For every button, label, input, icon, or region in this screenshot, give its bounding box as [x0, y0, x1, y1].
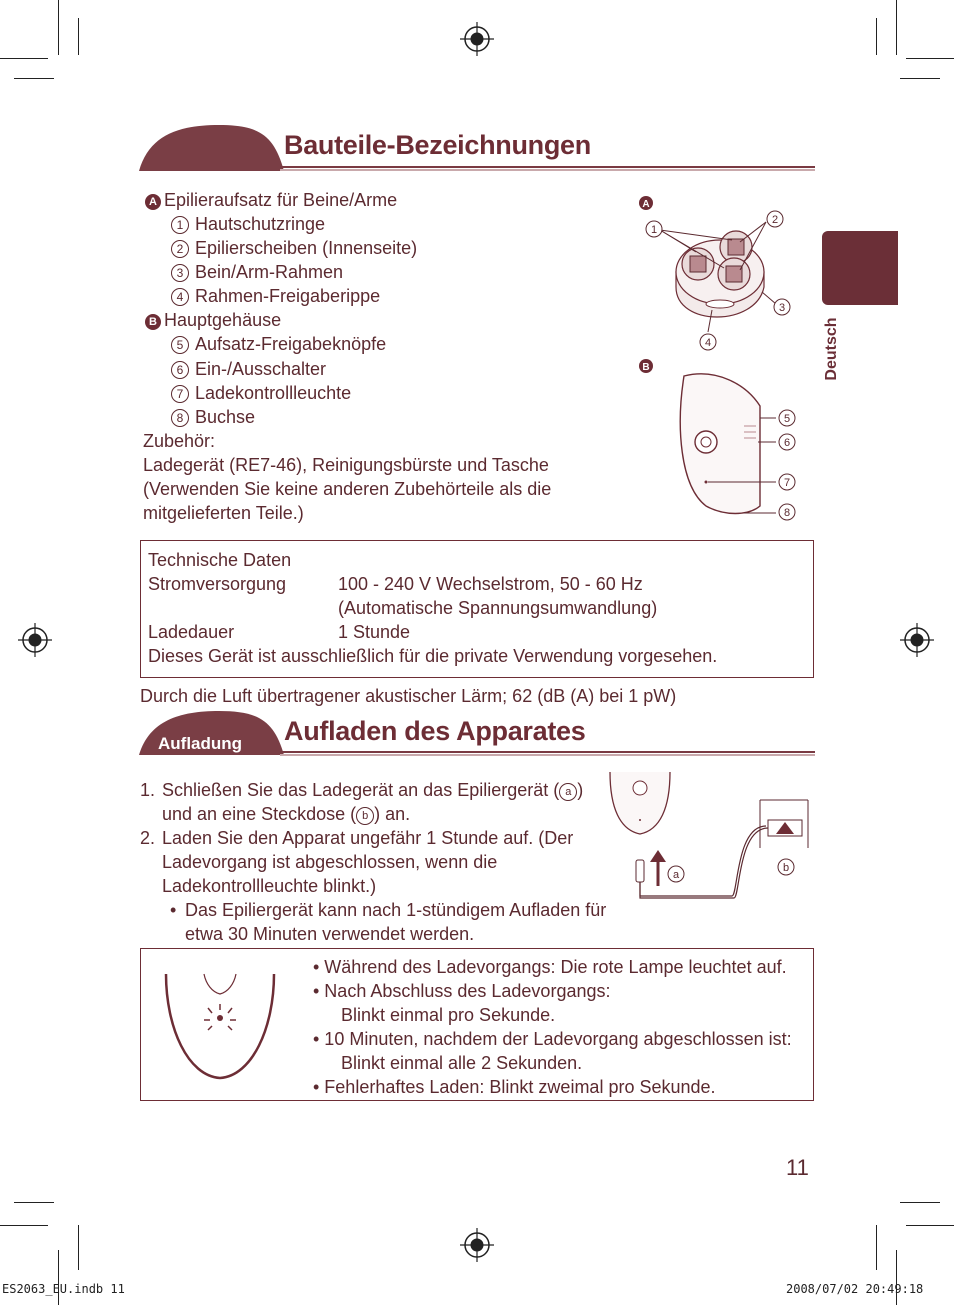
- sub-bullet-line: Das Epiliergerät kann nach 1-stündigem Aufladen für: [185, 900, 607, 920]
- accessories-line: (Verwenden Sie keine anderen Zubehörteile als die: [143, 479, 552, 499]
- sub-bullet: •: [170, 900, 177, 920]
- accessories-line: mitgelieferten Teile.): [143, 503, 304, 523]
- registration-mark-icon: [900, 623, 934, 657]
- accessories-line: Ladegerät (RE7-46), Reinigungsbürste und Tasche: [143, 455, 549, 475]
- crop-mark: [78, 1225, 79, 1270]
- crop-mark: [58, 1250, 59, 1305]
- crop-mark: [900, 1202, 940, 1203]
- status-line: Blinkt einmal pro Sekunde.: [341, 1005, 556, 1025]
- section-tab-label: Aufladung: [158, 734, 243, 753]
- specs-charge-label: Ladedauer: [148, 622, 235, 642]
- status-line: • Während des Ladevorgangs: Die rote Lampe leuchtet auf.: [313, 957, 787, 977]
- part-group-a: [145, 188, 397, 212]
- section-divider: [280, 751, 815, 753]
- indicator-lamp-illustration: [160, 968, 280, 1084]
- status-line: • 10 Minuten, nachdem der Ladevorgang abgeschlossen ist:: [313, 1029, 792, 1049]
- callout-5: 5: [783, 413, 791, 425]
- specs-charge-value: 1 Stunde: [338, 622, 411, 642]
- badge-b: B: [145, 314, 161, 330]
- badge-a: A: [145, 194, 161, 210]
- callout-4: 4: [704, 337, 712, 349]
- specs-power-label: Stromversorgung: [148, 574, 287, 594]
- accessories-title: Zubehör:: [143, 431, 216, 451]
- part-group-a-label: Epilieraufsatz für Beine/Arme: [164, 190, 398, 210]
- illus-badge-b: B: [642, 362, 650, 373]
- callout-8: 8: [783, 507, 791, 519]
- section-title-parts: Bauteile-Bezeichnungen: [284, 130, 591, 160]
- crop-mark: [906, 1225, 954, 1226]
- specs-title: Technische Daten: [148, 550, 292, 570]
- main-body-illustration: [636, 356, 806, 524]
- crop-mark: [78, 18, 79, 55]
- crop-mark: [0, 1225, 48, 1226]
- crop-mark: [896, 0, 897, 55]
- crop-mark: [0, 58, 48, 59]
- section-divider-shadow: [280, 169, 815, 171]
- footer-timestamp: 2008/07/02 20:49:18: [786, 1282, 924, 1296]
- sub-bullet-line: etwa 30 Minuten verwendet werden.: [185, 924, 475, 944]
- part-item: 6 Ein-/Ausschalter: [171, 357, 326, 381]
- status-line: • Fehlerhaftes Laden: Blinkt zweimal pro Sekunde.: [313, 1077, 716, 1097]
- crop-mark: [900, 78, 940, 79]
- part-group-b: [145, 308, 281, 332]
- step-number: 1.: [140, 780, 156, 800]
- noise-note: Durch die Luft übertragener akustischer Lärm; 62 (dB (A) bei 1 pW): [140, 686, 677, 706]
- registration-mark-icon: [460, 22, 494, 56]
- side-tab-label: Deutsch: [823, 317, 840, 381]
- part-item: 8 Buchse: [171, 405, 255, 429]
- part-item: 7 Ladekontrollleuchte: [171, 381, 351, 405]
- callout-6: 6: [783, 437, 791, 449]
- status-line: • Nach Abschluss des Ladevorgangs:: [313, 981, 611, 1001]
- symbol-a: a: [559, 783, 577, 801]
- part-item: 4 Rahmen-Freigaberippe: [171, 284, 380, 308]
- symbol-b: b: [356, 807, 374, 825]
- part-item: 1 Hautschutzringe: [171, 212, 325, 236]
- crop-mark: [14, 1202, 54, 1203]
- step-2-line: Ladekontrollleuchte blinkt.): [162, 876, 377, 896]
- step-1-line-2: und an eine Steckdose ( b ) an.: [162, 804, 411, 824]
- part-item: 5 Aufsatz-Freigabeknöpfe: [171, 332, 386, 356]
- section-title-charging: Aufladen des Apparates: [284, 716, 586, 746]
- section-divider: [280, 166, 815, 168]
- crop-mark: [906, 58, 954, 59]
- step-number: 2.: [140, 828, 156, 848]
- specs-note: Dieses Gerät ist ausschließlich für die private Verwendung vorgesehen.: [148, 646, 718, 666]
- callout-a: a: [672, 869, 680, 881]
- illus-badge-a: A: [642, 199, 650, 210]
- crop-mark: [876, 1225, 877, 1270]
- page-number: 11: [786, 1155, 809, 1180]
- specs-power-value: 100 - 240 V Wechselstrom, 50 - 60 Hz: [338, 574, 643, 594]
- specs-power-value-2: (Automatische Spannungsumwandlung): [338, 598, 658, 618]
- crop-mark: [58, 0, 59, 55]
- footer-file-info: ES2063_EU.indb 11: [2, 1282, 125, 1296]
- step-2-line: Ladevorgang ist abgeschlossen, wenn die: [162, 852, 498, 872]
- crop-mark: [896, 1250, 897, 1305]
- section-tab-shape: [139, 125, 284, 171]
- side-tab: [822, 231, 898, 305]
- callout-b: b: [782, 862, 790, 874]
- section-divider-shadow: [280, 754, 815, 756]
- charging-illustration: [606, 768, 812, 906]
- registration-mark-icon: [460, 1228, 494, 1262]
- status-line: Blinkt einmal alle 2 Sekunden.: [341, 1053, 583, 1073]
- registration-mark-icon: [18, 623, 52, 657]
- epilator-head-illustration: [636, 192, 806, 360]
- part-item: 3 Bein/Arm-Rahmen: [171, 260, 343, 284]
- callout-7: 7: [783, 477, 791, 489]
- crop-mark: [876, 18, 877, 55]
- step-1-line-1: Schließen Sie das Ladegerät an das Epiliergerät ( a ): [162, 780, 584, 800]
- crop-mark: [14, 78, 54, 79]
- callout-2: 2: [771, 214, 779, 226]
- step-2-line: Laden Sie den Apparat ungefähr 1 Stunde auf. (Der: [162, 828, 574, 848]
- part-group-b-label: Hauptgehäuse: [164, 310, 282, 330]
- callout-1: 1: [650, 224, 658, 236]
- callout-3: 3: [778, 302, 786, 314]
- part-item: 2 Epilierscheiben (Innenseite): [171, 236, 417, 260]
